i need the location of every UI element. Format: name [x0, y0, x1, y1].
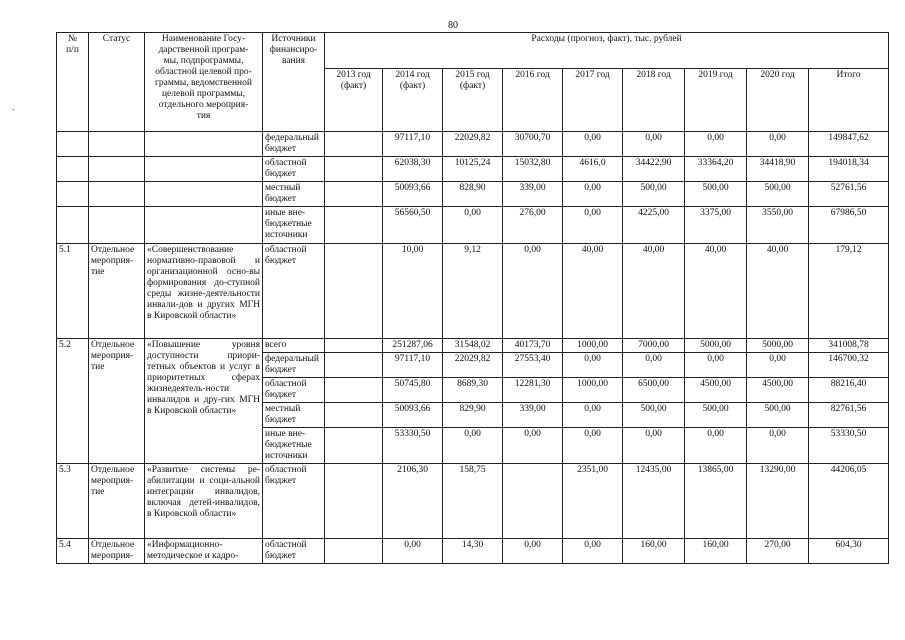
row-value [325, 132, 383, 157]
page-number: 80 [448, 20, 458, 31]
row-value: 40,00 [685, 244, 747, 339]
row-value: 56560,50 [383, 207, 443, 244]
row-value: 276,00 [503, 207, 563, 244]
row-value: 251287,06 [383, 339, 443, 353]
row-value: 4500,00 [747, 378, 809, 403]
table-row [57, 539, 889, 564]
row-value: 34418,90 [747, 157, 809, 182]
row-source: местный бюджет [263, 182, 325, 207]
row-value: 828,90 [443, 182, 503, 207]
header-status: Статус [89, 33, 145, 132]
header-source: Источники финансиро- вания [263, 33, 325, 132]
row-value [503, 464, 563, 539]
row-value [325, 182, 383, 207]
row-value: 10,00 [383, 244, 443, 339]
row-value: 194018,34 [809, 157, 889, 182]
row-source: федеральный бюджет [263, 353, 325, 378]
row-value: 9,12 [443, 244, 503, 339]
row-value: 52761,56 [809, 182, 889, 207]
table-row [57, 244, 889, 339]
row-value: 50093,66 [383, 182, 443, 207]
row-number: 5.4 [57, 539, 89, 564]
row-value: 13290,00 [747, 464, 809, 539]
row-number [57, 207, 89, 244]
row-value: 40,00 [747, 244, 809, 339]
row-source: областной бюджет [263, 157, 325, 182]
row-value: 40173,70 [503, 339, 563, 353]
header-year: 2020 год [747, 68, 809, 131]
row-value: 500,00 [623, 403, 685, 428]
row-source: всего [263, 339, 325, 353]
row-value: 40,00 [563, 244, 623, 339]
table-row [57, 464, 889, 539]
row-value: 149847,62 [809, 132, 889, 157]
row-name: «Развитие системы ре-абилитации и соци-альной интеграции инвалидов, включая детей-инвалидов, в Кировской области» [145, 464, 263, 539]
row-value: 0,00 [747, 353, 809, 378]
row-value: 3550,00 [747, 207, 809, 244]
row-value [325, 339, 383, 353]
row-status: Отдельное мероприя- тие [89, 244, 145, 339]
header-year: 2014 год (факт) [383, 68, 443, 131]
header-year: 2018 год [623, 68, 685, 131]
row-value: 30700,70 [503, 132, 563, 157]
row-value: 1000,00 [563, 378, 623, 403]
row-number: 5.3 [57, 464, 89, 539]
row-source: иные вне- бюджетные источники [263, 428, 325, 464]
row-value: 27553,40 [503, 353, 563, 378]
row-source: иные вне- бюджетные источники [263, 207, 325, 244]
header-year: Итого [809, 68, 889, 131]
row-source: областной бюджет [263, 539, 325, 564]
row-value: 0,00 [563, 182, 623, 207]
row-value: 500,00 [747, 403, 809, 428]
header-year: 2015 год (факт) [443, 68, 503, 131]
row-value: 14,30 [443, 539, 503, 564]
row-status [89, 207, 145, 244]
row-value: 500,00 [685, 182, 747, 207]
row-value: 0,00 [563, 539, 623, 564]
table-row [57, 182, 889, 207]
row-value: 15032,80 [503, 157, 563, 182]
row-number [57, 157, 89, 182]
row-value: 13865,00 [685, 464, 747, 539]
row-value [325, 403, 383, 428]
row-value: 0,00 [443, 207, 503, 244]
row-value: 829,90 [443, 403, 503, 428]
row-value: 0,00 [747, 132, 809, 157]
row-value: 339,00 [503, 403, 563, 428]
header-name: Наименование Госу- дарственной програм- мы, подпрограммы, областной целевой про- граммы, ведомственной целевой программы, отдельного мероприя- тия [145, 33, 263, 132]
row-value: 2351,00 [563, 464, 623, 539]
row-value: 0,00 [503, 428, 563, 464]
row-value: 3375,00 [685, 207, 747, 244]
row-value: 67986,50 [809, 207, 889, 244]
row-value: 0,00 [563, 403, 623, 428]
header-year: 2016 год [503, 68, 563, 131]
row-value: 12281,30 [503, 378, 563, 403]
row-number: 5.2 [57, 339, 89, 464]
row-value: 0,00 [503, 244, 563, 339]
row-source: федеральный бюджет [263, 132, 325, 157]
row-source: областной бюджет [263, 244, 325, 339]
row-value: 4500,00 [685, 378, 747, 403]
table-header [57, 33, 889, 132]
row-name: «Повышение уровня доступности приори-тетных объектов и услуг в приоритетных сферах жизнедеятель-ности инвалидов и дру-гих МГН в Кировской области» [145, 339, 263, 464]
header-year: 2013 год (факт) [325, 68, 383, 131]
row-number [57, 132, 89, 157]
row-value: 8689,30 [443, 378, 503, 403]
row-number: 5.1 [57, 244, 89, 339]
row-value: 5000,00 [685, 339, 747, 353]
header-year: 2019 год [685, 68, 747, 131]
row-value: 0,00 [563, 132, 623, 157]
row-value: 0,00 [685, 428, 747, 464]
margin-mark: - [12, 104, 15, 114]
row-value: 341008,78 [809, 339, 889, 353]
row-value: 33364,20 [685, 157, 747, 182]
row-value: 6500,00 [623, 378, 685, 403]
row-value: 34422,90 [623, 157, 685, 182]
header-expenses: Расходы (прогноз, факт), тыс. рублей [325, 33, 889, 69]
budget-table [56, 32, 889, 564]
row-value: 50745,80 [383, 378, 443, 403]
row-status [89, 182, 145, 207]
row-value: 82761,56 [809, 403, 889, 428]
row-status [89, 157, 145, 182]
row-value: 179,12 [809, 244, 889, 339]
row-source: областной бюджет [263, 378, 325, 403]
row-name: «Информационно-методическое и кадро- [145, 539, 263, 564]
row-value [325, 207, 383, 244]
row-name [145, 132, 263, 157]
row-value: 88216,40 [809, 378, 889, 403]
row-value: 53330,50 [383, 428, 443, 464]
row-value: 270,00 [747, 539, 809, 564]
row-value: 2106,30 [383, 464, 443, 539]
row-status [89, 132, 145, 157]
row-value: 7000,00 [623, 339, 685, 353]
row-value: 160,00 [623, 539, 685, 564]
row-source: местный бюджет [263, 403, 325, 428]
row-value: 97117,10 [383, 353, 443, 378]
row-number [57, 182, 89, 207]
row-value [325, 428, 383, 464]
row-value: 500,00 [685, 403, 747, 428]
row-value: 339,00 [503, 182, 563, 207]
row-value: 44206,05 [809, 464, 889, 539]
row-value [325, 157, 383, 182]
header-year: 2017 год [563, 68, 623, 131]
row-value: 0,00 [685, 132, 747, 157]
row-value: 97117,10 [383, 132, 443, 157]
row-value: 604,30 [809, 539, 889, 564]
row-value: 0,00 [383, 539, 443, 564]
row-value: 4225,00 [623, 207, 685, 244]
row-name [145, 207, 263, 244]
row-value: 0,00 [563, 353, 623, 378]
row-value: 31548,02 [443, 339, 503, 353]
row-value [325, 244, 383, 339]
row-value: 1000,00 [563, 339, 623, 353]
table-row [57, 132, 889, 157]
row-value: 50093,66 [383, 403, 443, 428]
row-value [325, 378, 383, 403]
row-value: 0,00 [503, 539, 563, 564]
row-value: 22029,82 [443, 353, 503, 378]
row-value: 500,00 [623, 182, 685, 207]
row-value: 0,00 [747, 428, 809, 464]
row-value: 0,00 [443, 428, 503, 464]
row-value: 5000,00 [747, 339, 809, 353]
row-source: областной бюджет [263, 464, 325, 539]
row-value: 0,00 [685, 353, 747, 378]
row-value: 0,00 [563, 428, 623, 464]
row-value [325, 464, 383, 539]
row-value [325, 539, 383, 564]
row-value: 500,00 [747, 182, 809, 207]
row-value: 160,00 [685, 539, 747, 564]
row-value: 22029,82 [443, 132, 503, 157]
row-status: Отдельное мероприя- [89, 539, 145, 564]
row-value: 62038,30 [383, 157, 443, 182]
row-value: 0,00 [623, 132, 685, 157]
table-row [57, 339, 889, 353]
table-row [57, 157, 889, 182]
row-status: Отдельное мероприя- тие [89, 339, 145, 464]
row-status: Отдельное мероприя- тие [89, 464, 145, 539]
row-value: 0,00 [623, 428, 685, 464]
row-value: 146700,32 [809, 353, 889, 378]
row-value: 40,00 [623, 244, 685, 339]
row-value [325, 353, 383, 378]
table-row [57, 207, 889, 244]
row-name: «Совершенствование нормативно-правовой и организационной осно-вы формирования до-ступной среды жизне-деятельности инвали-дов и других МГН в Кировской области» [145, 244, 263, 339]
row-value: 53330,50 [809, 428, 889, 464]
row-value: 10125,24 [443, 157, 503, 182]
row-value: 158,75 [443, 464, 503, 539]
header-number: № п/п [57, 33, 89, 132]
row-value: 0,00 [623, 353, 685, 378]
row-name [145, 182, 263, 207]
row-value: 0,00 [563, 207, 623, 244]
row-name [145, 157, 263, 182]
row-value: 4616,0 [563, 157, 623, 182]
row-value: 12435,00 [623, 464, 685, 539]
